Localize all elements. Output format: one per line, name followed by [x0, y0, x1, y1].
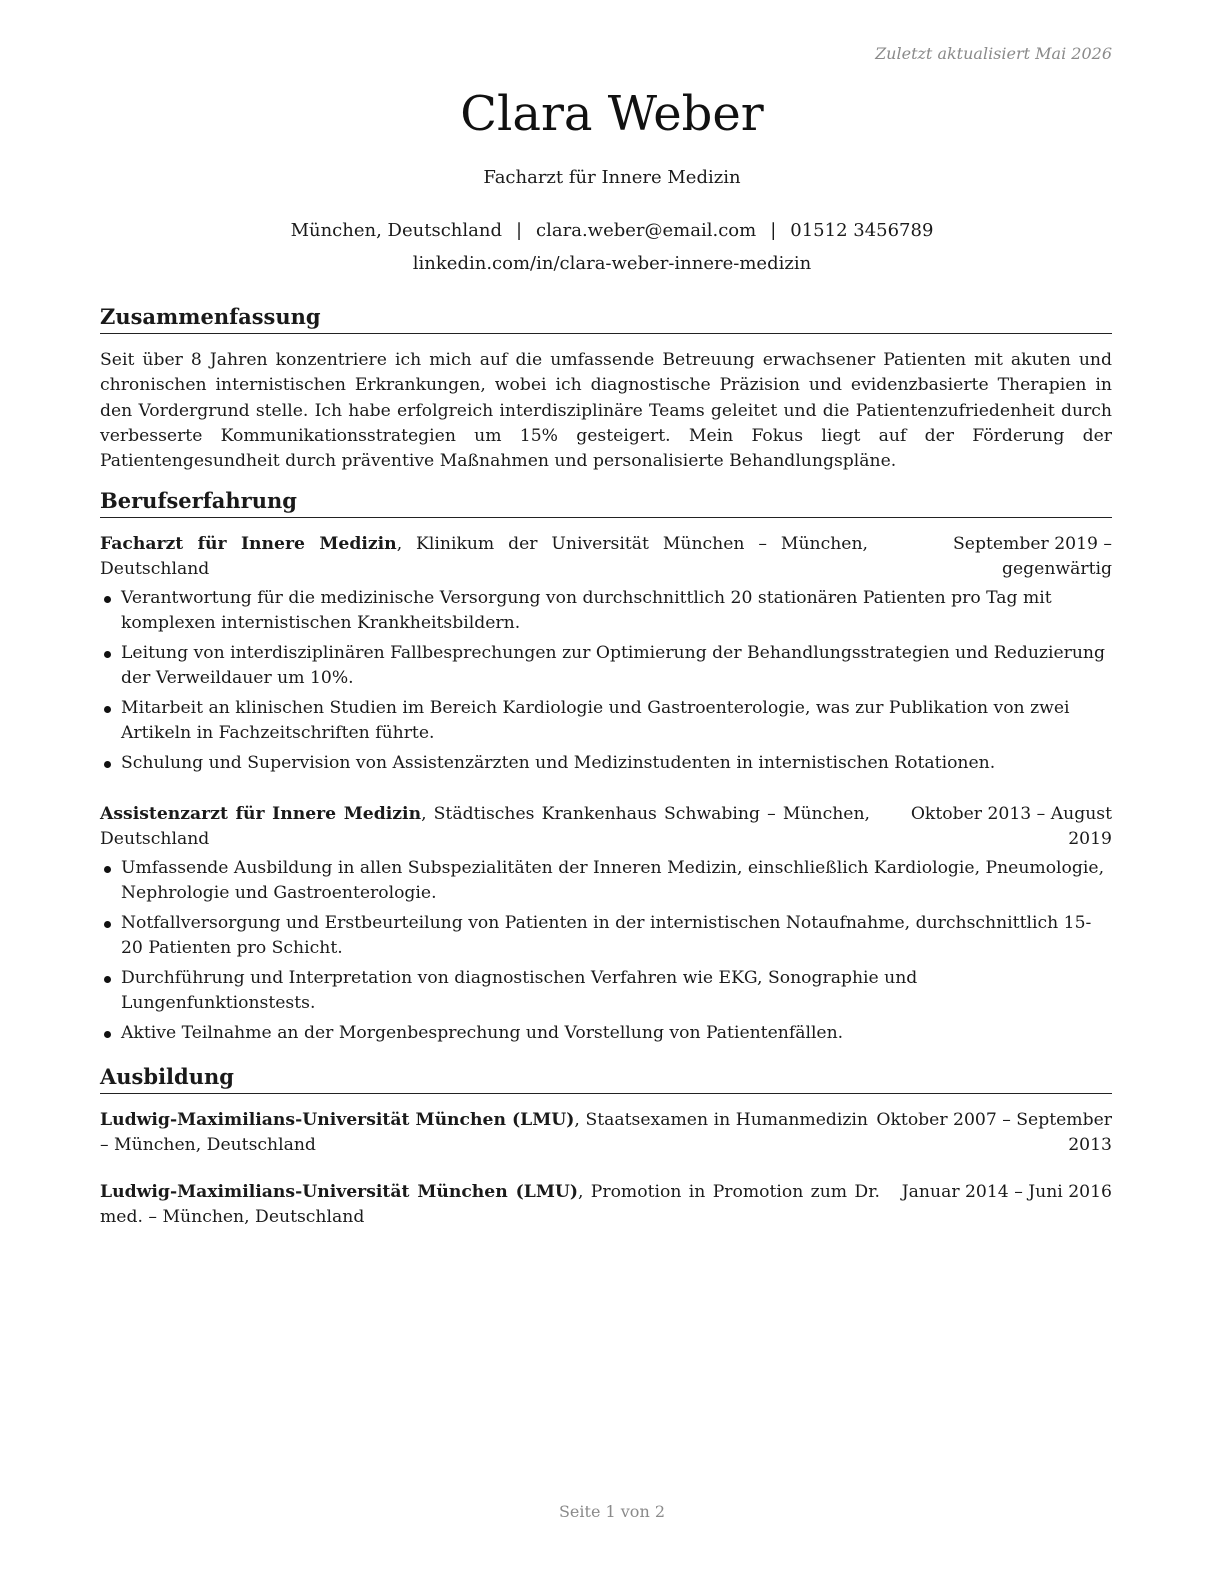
section-title-summary: Zusammenfassung	[100, 302, 1112, 334]
job-dates: Oktober 2013 – August 2019	[910, 804, 1112, 850]
bullet-text: Notfallversorgung und Erstbeurteilung von Patienten in der internistischen Notaufnahme, durchschnittlich 15-20 Patienten pro Schicht.	[121, 913, 1092, 959]
job-header	[100, 802, 1112, 852]
bullet-text: Aktive Teilnahme an der Morgenbesprechung und Vorstellung von Patientenfällen.	[121, 1023, 844, 1044]
education-school-line	[100, 1180, 880, 1230]
education-entry	[100, 1180, 1112, 1230]
contact-phone: 01512 3456789	[790, 220, 934, 241]
job-dates: September 2019 – gegenwärtig	[953, 534, 1112, 580]
bullet-icon	[104, 866, 111, 873]
job-role: Assistenzarzt für Innere Medizin	[100, 804, 422, 825]
job-employer: , Städtisches Krankenhaus Schwabing – München, Deutschland	[100, 804, 870, 850]
bullet-icon	[104, 1031, 111, 1038]
summary-text: Seit über 8 Jahren konzentriere ich mich auf die umfassende Betreuung erwachsener Patienten mit akuten und chronischen internistischen Erkrankungen, wobei ich diagnostische Präzision und evidenzbasierte Therapien in den Vordergrund stelle. Ich habe erfolgreich interdisziplinäre Teams geleitet und die Patientenzufriedenheit durch verbesserte Kommunikationsstrategien um 15% gesteigert. Mein Fokus liegt auf der Förderung der Patientengesundheit durch präventive Maßnahmen und personalisierte Behandlungspläne.	[100, 350, 1112, 472]
education-school: Ludwig-Maximilians-Universität München (LMU)	[100, 1182, 578, 1203]
contact-separator: |	[515, 220, 523, 241]
job-role-line	[100, 532, 868, 582]
education-school: Ludwig-Maximilians-Universität München (LMU)	[100, 1110, 575, 1131]
bullet-text: Verantwortung für die medizinische Versorgung von durchschnittlich 20 stationären Patienten pro Tag mit komplexen internistischen Krankheitsbildern.	[121, 588, 1052, 634]
bullet-text: Leitung von interdisziplinären Fallbesprechungen zur Optimierung der Behandlungsstrategien und Reduzierung der Verweildauer um 10%.	[121, 643, 1106, 689]
resume-body	[100, 302, 1112, 1230]
job-entry	[100, 532, 1112, 776]
bullet-icon	[104, 706, 111, 713]
bullet-icon	[104, 921, 111, 928]
education-school-line	[100, 1108, 868, 1158]
education-detail: , Promotion in Promotion zum Dr. med. – München, Deutschland	[100, 1182, 881, 1228]
list-item	[100, 966, 1112, 1016]
last-updated-note: Zuletzt aktualisiert Mai 2026	[875, 44, 1112, 63]
bullet-icon	[104, 976, 111, 983]
bullet-icon	[104, 596, 111, 603]
job-employer: , Klinikum der Universität München – München, Deutschland	[100, 534, 868, 580]
bullet-text: Schulung und Supervision von Assistenzärzten und Medizinstudenten in internistischen Rotationen.	[121, 753, 996, 774]
bullet-text: Umfassende Ausbildung in allen Subspezialitäten der Inneren Medizin, einschließlich Kardiologie, Pneumologie, Nephrologie und Gastroenterologie.	[121, 858, 1105, 904]
education-header	[100, 1108, 1112, 1158]
bullet-text: Durchführung und Interpretation von diagnostischen Verfahren wie EKG, Sonographie und Lungenfunktionstests.	[121, 968, 918, 1014]
education-dates: Januar 2014 – Juni 2016	[901, 1182, 1112, 1203]
job-bullets	[100, 856, 1112, 1046]
page-number: Seite 1 von 2	[558, 1502, 666, 1521]
contact-location: München, Deutschland	[290, 220, 502, 241]
education-entry	[100, 1108, 1112, 1158]
list-item	[100, 911, 1112, 961]
section-title-experience: Berufserfahrung	[100, 486, 1112, 518]
list-item	[100, 641, 1112, 691]
education-header	[100, 1180, 1112, 1230]
list-item	[100, 586, 1112, 636]
section-title-education: Ausbildung	[100, 1062, 1112, 1094]
bullet-icon	[104, 651, 111, 658]
contact-line	[0, 220, 1224, 241]
job-role: Facharzt für Innere Medizin	[100, 534, 397, 555]
bullet-text: Mitarbeit an klinischen Studien im Bereich Kardiologie und Gastroenterologie, was zur Publikation von zwei Artikeln in Fachzeitschriften führte.	[121, 698, 1070, 744]
education-detail: , Staatsexamen in Humanmedizin – München, Deutschland	[100, 1110, 868, 1156]
contact-separator: |	[770, 220, 777, 241]
list-item	[100, 696, 1112, 746]
job-role-line	[100, 802, 870, 852]
list-item	[100, 856, 1112, 906]
linkedin-link[interactable]: linkedin.com/in/clara-weber-innere-medizin	[412, 253, 812, 274]
bullet-icon	[104, 761, 111, 768]
job-title: Facharzt für Innere Medizin	[483, 167, 741, 188]
contact-email[interactable]: clara.weber@email.com	[536, 220, 757, 241]
job-bullets	[100, 586, 1112, 776]
list-item	[100, 1021, 1112, 1046]
list-item	[100, 751, 1112, 776]
education-dates: Oktober 2007 – September 2013	[876, 1110, 1112, 1156]
candidate-name: Clara Weber	[460, 86, 764, 142]
job-header	[100, 532, 1112, 582]
job-entry	[100, 802, 1112, 1046]
